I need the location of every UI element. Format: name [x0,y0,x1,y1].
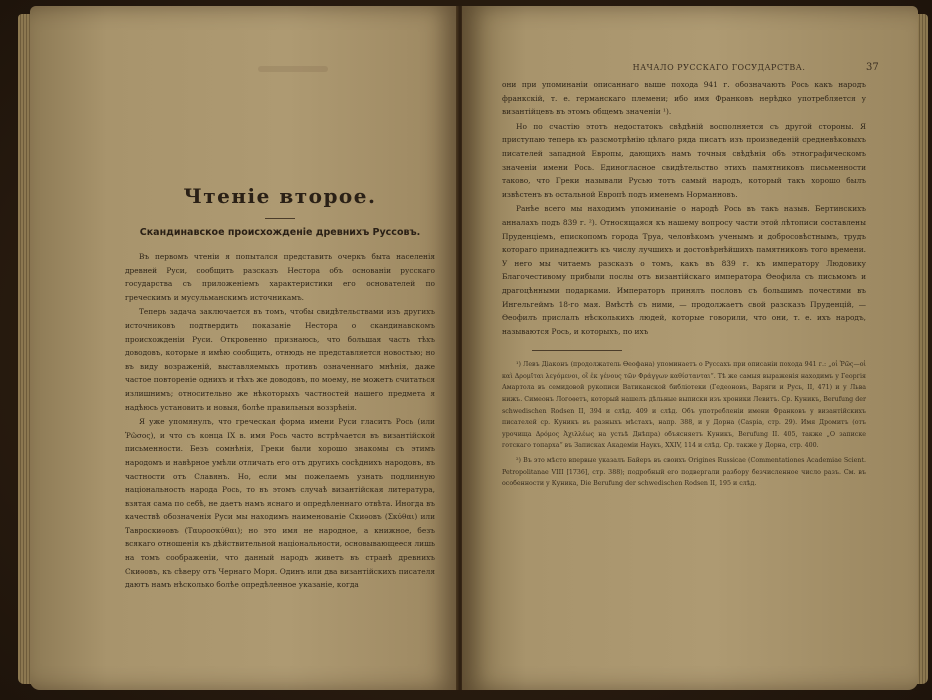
left-page-text-column [125,184,435,592]
right-page-text-column [502,78,866,490]
body-paragraph: Въ первомъ чтеніи я попытался представить очеркъ быта населенія древней Руси, сообщить разсказъ Нестора объ основаніи русскаго государства съ приложеніемъ характеристики его основателей по греческимъ и мусульманскимъ источникамъ. [125,252,435,302]
body-paragraph: Но по счастію этотъ недостатокъ свѣдѣній восполняется съ другой стороны. Я приступаю теперь къ разсмотрѣнію цѣлаго ряда писатъ изъ произведеній средневѣковыхъ писателей западной Европы, дающихъ намъ точныя свѣдѣнія объ этнографическомъ значеніи имени Рось. Единогласное свидѣтельство этихъ памятниковъ письменности таково, что Греки называли Русью тотъ самый народъ, который такъ хорошо былъ извѣстенъ въ остальной Европѣ подъ именемъ Норманновъ. [502,121,866,199]
footnote: ¹) Левъ Діаконъ (продолжатель Ѳеофана) упоминаетъ о Руссахъ при описаніи похода 941 г.: „οἱ Ῥῶς—οἱ καὶ Δρομῖται λεγόμενοι, οἳ ἐκ γένους τῶν Φράγγων καθίστανται“. Тѣ же самыя выраженія находимъ у Георгія Амартола въ семидовой рукописи Ватиканской библіотеки (Гедеоновъ, Варяги и Русь, II, 471) и у Льва нижъ. Симеонъ Логоѳетъ, который нашелъ дѣльные выписки изъ хроники Левитъ. Ср. Куникъ, Berufung der schwedischen Rodsen II, 394 и слѣд. 409 и слѣд. Объ употребленіи имени Франковъ у византійскихъ писателей ср. Куникъ въ разныхъ мѣстахъ, напр. 388, и у Дорна (Caspia, стр. 29). Имя Дромитъ (отъ урочища Δρόμος Ἀχιλλέως на устьѣ Днѣпра) объясняетъ Куникъ, Berufung II. 405, также „О записке готскаго топарха“ въ Записках Академіи Наукъ, XXIV, 114 и слѣд. Ср. также у Дорна, стр. 400. [502,361,866,450]
title-rule [265,218,295,219]
running-head: НАЧАЛО РУССКАГО ГОСУДАРСТВА. [632,63,806,72]
left-page [30,6,458,690]
chapter-title: Чтеніе второе. [183,184,377,208]
right-page [462,6,918,690]
page-number: 37 [866,62,879,73]
bleed-through-mark [258,66,328,72]
body-paragraph: Я уже упомянулъ, что греческая форма имени Руси гласитъ Рось (или Ῥῶσος), и что съ конца IX в. имя Рось часто встрѣчается въ византійской письменности. Безъ сомнѣнія, Греки были хорошо знакомы съ этимъ народомъ и навѣрное умѣли отличать его отъ другихъ сосѣднихъ народовъ, въ частности отъ Славянъ. Но, если мы пожелаемъ узнать подлинную національность народа Рось, то въ этомъ случаѣ византійская литература, взятая сама по себѣ, не даетъ намъ яснаго и опредѣленнаго отвѣта. Иногда въ качествѣ обозначенія Руси мы находимъ наименованіе Скиѳовъ (Σκύθαι) или Тавроскиѳовъ (Ταυροσκύθαι); но это имя не народное, а книжное, безъ всякаго отношенія къ дѣйствительной національности, основывающееся лишь на томъ соображеніи, что данный народъ живетъ въ странѣ древнихъ Скиѳовъ, къ сѣверу отъ Чернаго Моря. Одинъ или два византійскихъ писателя даютъ намъ нѣсколько болѣе опредѣленное указаніе, когда [125,417,435,590]
body-paragraph: они при упоминаніи описаннаго выше похода 941 г. обозначають Рось какъ народъ франкскій, т. е. германскаго племени; ибо имя Франковъ нерѣдко употребляется у византійцевъ въ этомъ общемъ значеніи ¹). [502,80,866,117]
body-paragraph: Ранѣе всего мы находимъ упоминаніе о народѣ Рось въ такъ назыв. Бертинскихъ анналахъ подъ 839 г. ²). Относящаяся къ нашему вопросу части этой лѣтописи составлены Пруденціемъ, епископомъ города Труа, человѣкомъ ученымъ и добросовѣстнымъ, трудъ котораго принадлежитъ къ числу лучшихъ и достовѣрнѣйшихъ памятниковъ того времени. У него мы читаемъ разсказъ о томъ, какъ въ 839 г. къ императору Людовику Благочестивому прибыли послы отъ византійскаго императора Ѳеофила съ письмомъ и драгоцѣнными подарками. Императоръ принялъ пословъ съ большимъ почестями въ Ингельгеймъ 18-го мая. Вмѣстѣ съ ними, — продолжаетъ свой разсказъ Пруденцій, — Ѳеофилъ прислалъ нѣсколькихъ людей, которые говорили, что они, т. е. ихъ народъ, называются Рось, и которыхъ, по ихъ [502,204,866,336]
body-paragraph: Теперь задача заключается въ томъ, чтобы свидѣтельствами изъ другихъ источниковъ подтвердить показаніе Нестора о скандинавскомъ происхожденіи Руси. Откровенно признаюсь, что большая часть тѣхъ доводовъ, которые я имѣю сообщить, отнюдь не представляется новостью; но въ виду возраженій, выставляемыхъ противъ означеннаго мнѣнія, даже частое повтореніе однихъ и тѣхъ же доводовъ, по моему, не можетъ считаться излишнимъ; относительно же нѣкоторыхъ частностей нашего предмета я надѣюсь установить и новыя, болѣе правильныя воззрѣнія. [125,307,435,412]
footnote-rule [532,350,622,351]
section-title: Скандинавское происхожденіе древнихъ Руссовъ. [139,227,421,238]
footnote: ²) Въ это мѣсто впервые указалъ Байеръ въ своихъ Origines Russicae (Commentationes Academiae Scient. Petropolitanae VIII [1736], стр. 388); подробный его подвергали разбору безчисленное число разъ. См. въ особенности у Куника, Die Berufung der schwedischen Rodsen II, 195 и слѣд. [502,457,866,488]
